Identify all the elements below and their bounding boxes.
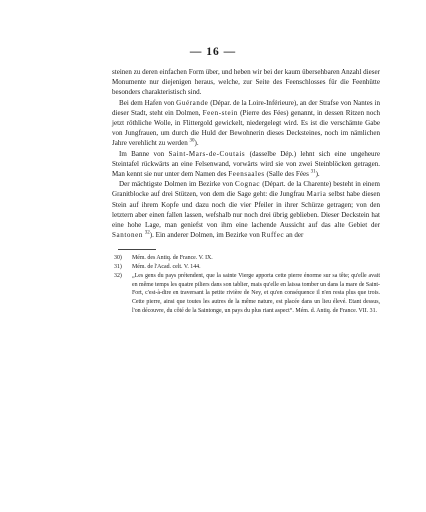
text-segment: Maria <box>306 190 327 199</box>
footnote-reference: 30 <box>189 139 195 145</box>
text-segment: ). <box>194 139 199 148</box>
body-text <box>112 67 380 315</box>
text-segment: Santonen <box>112 231 144 240</box>
text-segment: selbst habe diesen Stein auf ihrem Kopfe und dazu noch die vier Pfeiler in ihrer Schürze getragen; von den letztern aber einen fallen lassen, wefshalb nur noch drei übrig geblieben. Dieser Deckstein hat eine hohe Lage, man geniefst von ihm eine lachende Aussicht auf das alte Gebiet der <box>112 190 380 230</box>
footnote-number: 30) <box>114 255 122 262</box>
text-segment: (Pierre des Fées) genannt, in dessen Ritzen noch jetzt röthliche Wolle, in Flittergold gewickelt, niedergelegt wird. Es ist die verschämte Gabe von Jungfrauen, um durch die Huld der Bewohnerin dieses Decksteines, noch im nämlichen Jahre verehlicht zu werden <box>112 108 381 148</box>
text-segment: Feensaales <box>228 170 265 179</box>
text-segment: Im Banne von <box>119 149 169 158</box>
text-segment: Ruffec <box>261 231 285 240</box>
text-segment: (Salle des Fées <box>264 170 311 179</box>
paragraph <box>112 149 380 180</box>
page-number: — 16 — <box>189 46 237 58</box>
text-segment: ). <box>315 170 320 179</box>
text-segment: (dasselbe Dép.) lehnt sich eine ungeheure Steintafel rückwärts an eine Felsenwand, vorwärts wird sie von zwei Steinblöcken getragen. Man kennt sie nur unter dem Namen des <box>112 149 380 179</box>
footnote <box>112 263 380 272</box>
paragraph <box>112 179 380 240</box>
text-segment: Der mächtigste Dolmen im Bezirke von <box>119 180 236 189</box>
footnote <box>112 272 380 316</box>
paragraph-list <box>112 67 380 240</box>
footnote-number: 31) <box>114 264 122 271</box>
text-segment: ). Ein anderer Dolmen, im Bezirke von <box>149 231 262 240</box>
text-segment: Guérande <box>176 98 209 107</box>
paragraph <box>112 67 380 98</box>
footnote-text: Mém. des Antiq. de France. V. IX. <box>132 255 213 262</box>
footnote-number: 32) <box>114 272 122 279</box>
footnote-reference: 32 <box>144 230 150 236</box>
footnote-reference: 31 <box>310 169 316 175</box>
text-segment: Cognac <box>235 180 261 189</box>
text-segment: (Dépar. de la Loire-Inférieure), an der Strafse von Nantes in dieser Stadt, steht ein Dolmen, <box>112 98 380 117</box>
paragraph <box>112 98 380 149</box>
text-segment: Saint-Mars-de-Coutais <box>168 149 246 158</box>
text-segment: Feen-stein <box>202 108 238 117</box>
text-segment: (Départ. de la Charente) besteht in einem Granitblocke auf drei Stützen, von dem die Sage geht: die Jungfrau <box>112 180 380 199</box>
text-segment: Bei dem Hafen von <box>119 98 177 107</box>
text-segment: an der <box>284 231 304 240</box>
footnote-divider <box>118 249 156 250</box>
footnote-text: „Les gens du pays prétendent, que la sainte Vierge apporta cette pierre énorme sur sa tête; qu'elle avait en même temps les quatre piliers dans son tablier, mais qu'elle en laissa tomber un dans la mare de Saint-Fort, c'est-à-dire en traversant la petite rivière de Ney, et qu'en conséquence il n'en resta plus que trois. Cette pierre, ainsi que toutes les autres de la même nature, est placée dans un lieu élevé. Etant dessus, l'on découvre, du côté de la Saintonge, un pays du plus riant aspect“. Mém. d. Antiq. de France. VII. 31. <box>132 272 380 314</box>
footnote-text: Mém. de l'Acad. celt. V. 144. <box>132 264 201 271</box>
text-segment: steinen zu deren einfachen Form über, und heben wir bei der kaum übersehbaren Anzahl dieser Monumente nur diejenigen heraus, welche, zur Seite des Feenschlosses für die Feenhütte besonders charakteristisch sind. <box>112 68 380 97</box>
footnote-list <box>112 254 380 315</box>
footnote <box>112 254 380 263</box>
